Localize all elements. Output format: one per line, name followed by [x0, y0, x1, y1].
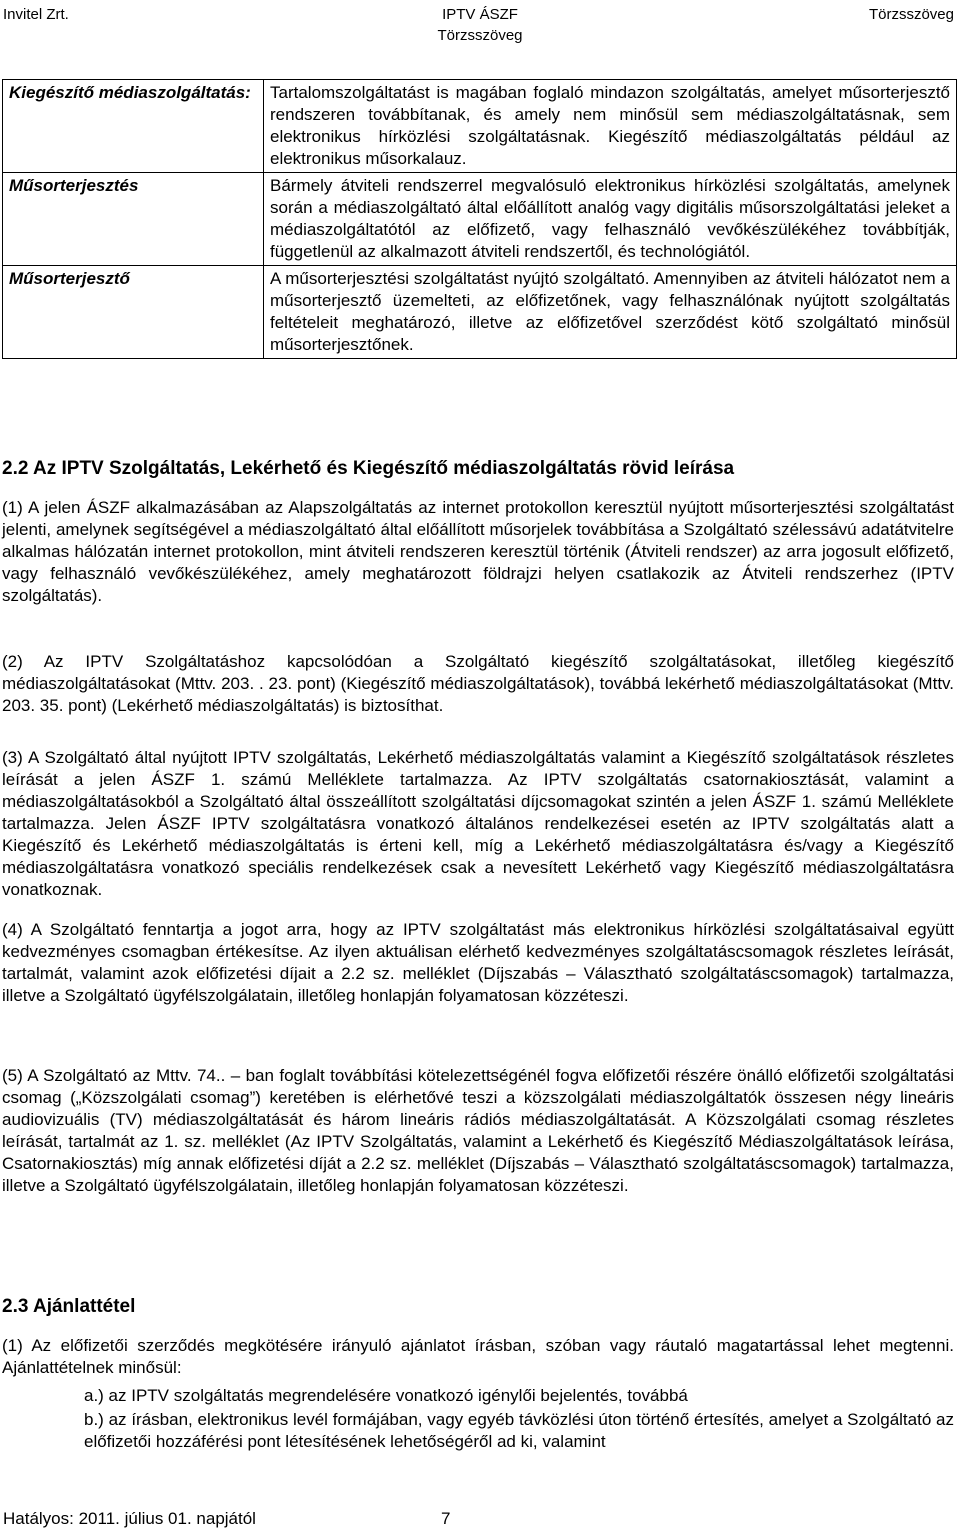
footer-effective-date: Hatályos: 2011. július 01. napjától: [3, 1509, 256, 1528]
section-2-2-paragraph-1: (1) A jelen ÁSZF alkalmazásában az Alapszolgáltatás az internet protokollon keresztül nyújtott műsorterjesztési szolgáltatást jelenti, amelynek segítségével a médiaszolgáltató által előállított műsorjelek továbbítása a Szolgáltató szélessávú adatátvitelre alkalmas hálózatán internet protokollon, mint átviteli rendszeren keresztül történik (Átviteli rendszer) az arra jogosult előfizető, vagy felhasználó vevőkészülékéhez, amely meghatározott földrajzi helyen csatlakozik az Átviteli rendszerhez (IPTV szolgáltatás).: [2, 498, 954, 605]
definition-term: Kiegészítő médiaszolgáltatás:: [3, 80, 264, 173]
definitions-table: [2, 79, 957, 359]
section-2-2-paragraph-3: (3) A Szolgáltató által nyújtott IPTV szolgáltatás, Lekérhető médiaszolgáltatás valamint a Kiegészítő szolgáltatások részletes leírását a jelen ÁSZF 1. számú Melléklete tartalmazza. Az IPTV szolgáltatás csatornakiosztását, valamint a médiaszolgáltatásokból a Szolgáltató által összeállított szolgáltatási díjcsomagokat szintén a jelen ÁSZF 1. számú Melléklete tartalmazza. Jelen ÁSZF IPTV szolgáltatásra vonatkozó általános rendelkezései esetén az IPTV szolgáltatás alatt a Kiegészítő és Lekérhető médiaszolgáltatás is érteni kell, míg a Lekérhető médiaszolgáltatásra és/vagy a Kiegészítő médiaszolgáltatásra vonatkozó speciális rendelkezések csak a nevesített Lekérhető vagy Kiegészítő médiaszolgáltatásra vonatkoznak.: [2, 748, 954, 899]
header-company: Invitel Zrt.: [3, 6, 69, 23]
header-right-label: Törzsszöveg: [868, 6, 954, 23]
definition-text: Tartalomszolgáltatást is magában foglaló mindazon szolgáltatás, amelyet műsorterjesztő rendszeren továbbítanak, és amely nem minősül sem médiaszolgáltatásnak, sem elektronikus hírközlési szolgáltatásnak. Kiegészítő médiaszolgáltatás például az elektronikus műsorkalauz.: [264, 80, 957, 173]
list-item-b: b.) az írásban, elektronikus levél formájában, vagy egyéb távközlési úton történő értesítés, amelyet a Szolgáltató az előfizetői hozzáférési pont létesítésének lehetőségéről ad ki, valamint: [84, 1410, 954, 1451]
definition-term: Műsorterjesztő: [3, 266, 264, 359]
section-2-2-paragraph-5: (5) A Szolgáltató az Mttv. 74.. – ban foglalt továbbítási kötelezettségénél fogva előfizetői részére önálló előfizetői szolgáltatási csomag („Közszolgálati csomag”) keretében is elérhetővé teszi a közszolgálati médiaszolgáltatók összesen négy lineáris audiovizuális (TV) médiaszolgáltatását és három lineáris rádiós médiaszolgáltatását. A Közszolgálati csomag részletes leírását, tartalmát az 1. sz. melléklet (Az IPTV Szolgáltatás, valamint a Lekérhető és Kiegészítő Médiaszolgáltatások leírása, Csatornakiosztás) míg annak előfizetési díját a 2.2 sz. melléklet (Díjszabás – Választható szolgáltatáscsomagok) tartalmazza, illetve a Szolgáltató ügyfélszolgálatain, illetőleg honlapján folyamatosan közzéteszi.: [2, 1066, 954, 1195]
definition-term: Műsorterjesztés: [3, 173, 264, 266]
header-doc-type: Törzsszöveg: [437, 27, 523, 44]
list-item-a: a.) az IPTV szolgáltatás megrendelésére vonatkozó igénylői bejelentés, továbbá: [84, 1386, 688, 1405]
header-doc-name: IPTV ÁSZF: [442, 6, 518, 23]
definition-row: [3, 80, 957, 173]
section-2-3-paragraph-1: (1) Az előfizetői szerződés megkötésére irányuló ajánlatot írásban, szóban vagy ráutaló magatartással lehet megtenni. Ajánlattételnek minősül:: [2, 1336, 954, 1377]
section-2-2-heading: 2.2 Az IPTV Szolgáltatás, Lekérhető és Kiegészítő médiaszolgáltatás rövid leírása: [2, 458, 735, 479]
definition-row: [3, 266, 957, 359]
header-title: [0, 4, 960, 46]
definition-text: A műsorterjesztési szolgáltatást nyújtó szolgáltató. Amennyiben az átviteli hálózatot nem a műsorterjesztő üzemelteti, az előfizetőnek, vagy felhasználónak nyújtott szolgáltatás feltételeit meghatározó, illetve az előfizetővel szerződést kötő szolgáltató minősül műsorterjesztőnek.: [264, 266, 957, 359]
page-number: 7: [441, 1509, 451, 1528]
section-2-2-paragraph-2: (2) Az IPTV Szolgáltatáshoz kapcsolódóan a Szolgáltató kiegészítő szolgáltatásokat, illetőleg kiegészítő médiaszolgáltatásokat (Mttv. 203. . 23. pont) (Kiegészítő médiaszolgáltatások), továbbá lekérhető médiaszolgáltatásokat (Mttv. 203. 35. pont) (Lekérhető médiaszolgáltatás) is biztosíthat.: [2, 652, 954, 715]
section-2-3-heading: 2.3 Ajánlattétel: [2, 1296, 136, 1317]
definition-row: [3, 173, 957, 266]
definition-text: Bármely átviteli rendszerrel megvalósuló elektronikus hírközlési szolgáltatás, amelynek során a médiaszolgáltató által előállított analóg vagy digitális műsorszolgáltatási jeleket a médiaszolgáltatótól az előfizető, vagy felhasználó vevőkészülékéhez továbbítják, függetlenül az alkalmazott átviteli rendszertől, és technológiától.: [264, 173, 957, 266]
section-2-2-paragraph-4: (4) A Szolgáltató fenntartja a jogot arra, hogy az IPTV szolgáltatást más elektronikus hírközlési szolgáltatásaival együtt kedvezményes csomagban értékesítse. Az ilyen aktuálisan elérhető kedvezményes szolgáltatáscsomagok részletes leírását, tartalmát, valamint azok előfizetési díjait a 2.2 sz. melléklet (Díjszabás – Választható szolgáltatáscsomagok) tartalmazza, illetve a Szolgáltató ügyfélszolgálatain, illetőleg honlapján folyamatosan közzéteszi.: [2, 920, 954, 1005]
